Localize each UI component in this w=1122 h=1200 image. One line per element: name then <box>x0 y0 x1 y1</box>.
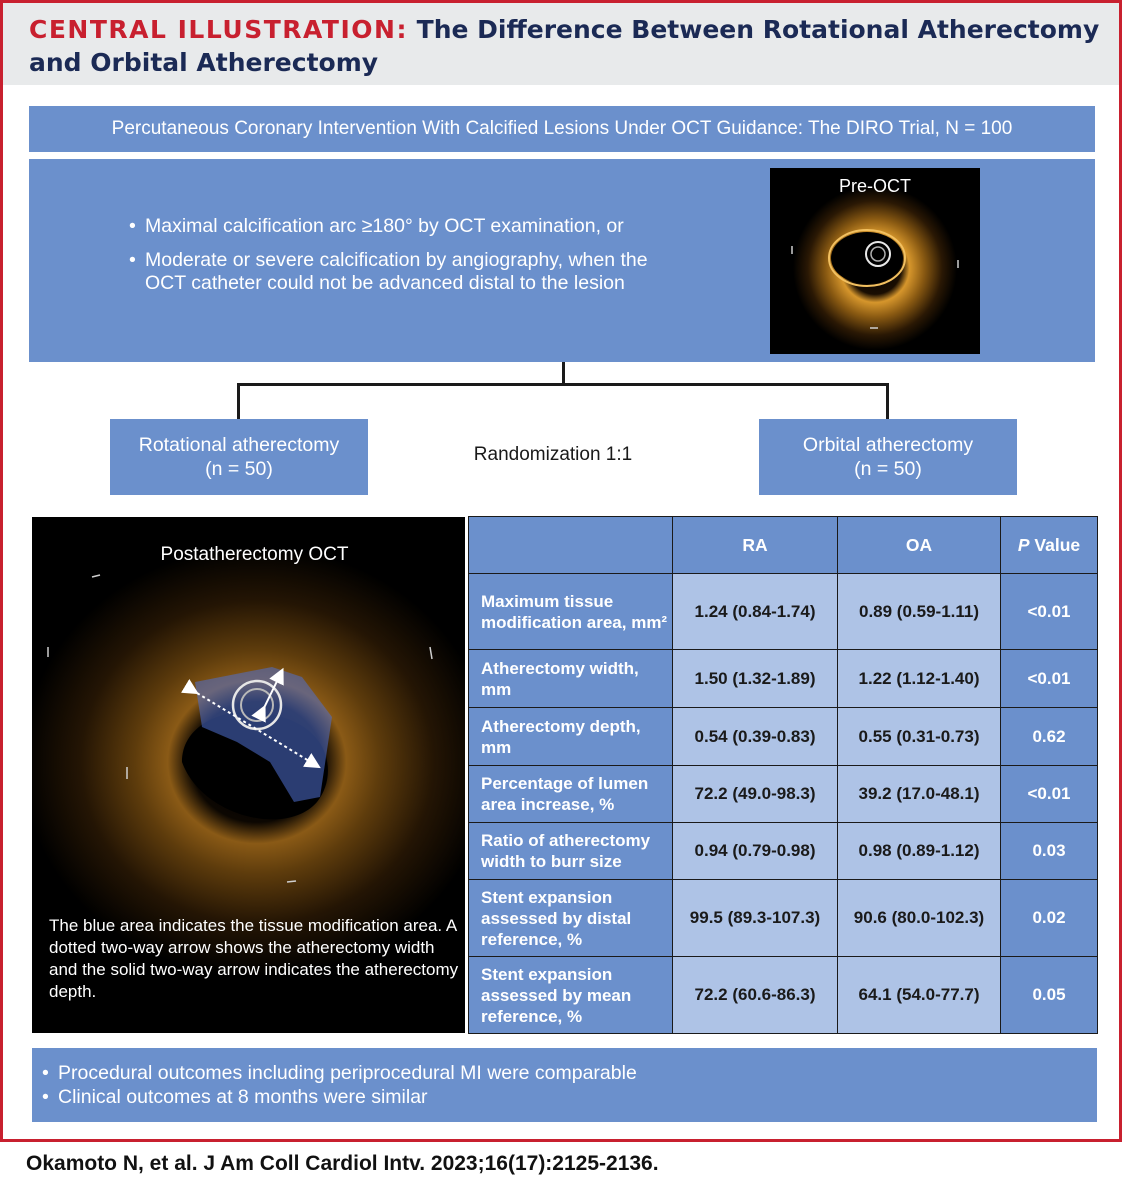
table-header-row <box>469 517 1098 574</box>
citation: Okamoto N, et al. J Am Coll Cardiol Intv. 2023;16(17):2125-2136. <box>26 1152 659 1175</box>
table-row <box>469 823 1098 880</box>
table-row <box>469 708 1098 766</box>
table-row <box>469 574 1098 650</box>
outcome-item: • Procedural outcomes including periprocedural MI were comparable <box>42 1061 637 1085</box>
flow-connector-right <box>886 383 889 420</box>
ra-value: 0.54 (0.39-0.83) <box>673 708 838 766</box>
oa-value: 64.1 (54.0-77.7) <box>838 957 1001 1034</box>
pre-oct-image <box>770 168 980 354</box>
post-oct-label: Postatherectomy OCT <box>160 544 349 565</box>
oa-value: 1.22 (1.12-1.40) <box>838 650 1001 708</box>
header-title-line2: and Orbital Atherectomy <box>29 48 379 77</box>
outcomes-box <box>32 1048 1097 1122</box>
header <box>3 3 1119 85</box>
flow-connector-left <box>237 383 240 420</box>
table-header-p-italic: P <box>1017 534 1030 555</box>
oa-value: 0.89 (0.59-1.11) <box>838 574 1001 650</box>
arm-oa-title: Orbital atherectomy <box>802 434 974 456</box>
p-value: 0.05 <box>1001 957 1098 1034</box>
criteria-list <box>129 215 689 306</box>
p-value: <0.01 <box>1001 650 1098 708</box>
table-row <box>469 650 1098 708</box>
table-header-p-value <box>1001 517 1098 574</box>
criteria-item: • Maximal calcification arc ≥180° by OCT examination, or <box>129 215 689 238</box>
outcome-item: • Clinical outcomes at 8 months were similar <box>42 1085 637 1109</box>
results-table <box>468 516 1098 1034</box>
row-label: Ratio of atherectomy width to burr size <box>469 823 673 880</box>
ra-value: 1.24 (0.84-1.74) <box>673 574 838 650</box>
row-label: Atherectomy depth, mm <box>469 708 673 766</box>
postatherectomy-oct-image <box>32 517 465 1033</box>
flow-connector-stem <box>562 362 565 385</box>
post-oct-caption: The blue area indicates the tissue modification area. A dotted two-way arrow shows the atherectomy width and the solid two-way arrow indicates the atherectomy depth. <box>49 916 459 1001</box>
header-title-line1 <box>29 15 1099 44</box>
outcomes-list <box>42 1061 637 1109</box>
table-row <box>469 766 1098 823</box>
ra-value: 99.5 (89.3-107.3) <box>673 880 838 957</box>
arm-oa-count: (n = 50) <box>854 458 922 480</box>
table-header-blank <box>469 517 673 574</box>
ra-value: 0.94 (0.79-0.98) <box>673 823 838 880</box>
header-label: CENTRAL ILLUSTRATION: <box>29 15 408 44</box>
table-header-oa: OA <box>838 517 1001 574</box>
ra-value: 1.50 (1.32-1.89) <box>673 650 838 708</box>
arm-ra-count: (n = 50) <box>205 458 273 480</box>
pre-oct-label: Pre-OCT <box>839 176 911 196</box>
p-value: 0.03 <box>1001 823 1098 880</box>
rotational-atherectomy-arm <box>110 419 368 495</box>
table-row <box>469 957 1098 1034</box>
arm-ra-title: Rotational atherectomy <box>138 434 340 456</box>
trial-title: Percutaneous Coronary Intervention With Calcified Lesions Under OCT Guidance: The DIRO Trial, N = 100 <box>111 118 1013 139</box>
header-title: The Difference Between Rotational Atherectomy <box>416 15 1100 44</box>
randomization-label: Randomization 1:1 <box>473 444 633 465</box>
row-label: Stent expansion assessed by mean reference, % <box>469 957 673 1034</box>
row-label: Stent expansion assessed by distal reference, % <box>469 880 673 957</box>
p-value: 0.02 <box>1001 880 1098 957</box>
ra-value: 72.2 (60.6-86.3) <box>673 957 838 1034</box>
p-value: 0.62 <box>1001 708 1098 766</box>
oa-value: 90.6 (80.0-102.3) <box>838 880 1001 957</box>
table-header-ra: RA <box>673 517 838 574</box>
flow-connector-horizontal <box>237 383 889 386</box>
oa-value: 39.2 (17.0-48.1) <box>838 766 1001 823</box>
oa-value: 0.55 (0.31-0.73) <box>838 708 1001 766</box>
orbital-atherectomy-arm <box>759 419 1017 495</box>
oa-value: 0.98 (0.89-1.12) <box>838 823 1001 880</box>
table-row <box>469 880 1098 957</box>
p-value: <0.01 <box>1001 766 1098 823</box>
inclusion-criteria-box <box>29 159 1095 362</box>
ra-value: 72.2 (49.0-98.3) <box>673 766 838 823</box>
row-label: Percentage of lumen area increase, % <box>469 766 673 823</box>
row-label: Maximum tissue modification area, mm² <box>469 574 673 650</box>
trial-title-box <box>29 106 1095 152</box>
table-header-p-rest: Value <box>1029 534 1081 555</box>
row-label: Atherectomy width, mm <box>469 650 673 708</box>
criteria-item: • Moderate or severe calcification by angiography, when the OCT catheter could not be advanced distal to the lesion <box>129 249 689 295</box>
p-value: <0.01 <box>1001 574 1098 650</box>
